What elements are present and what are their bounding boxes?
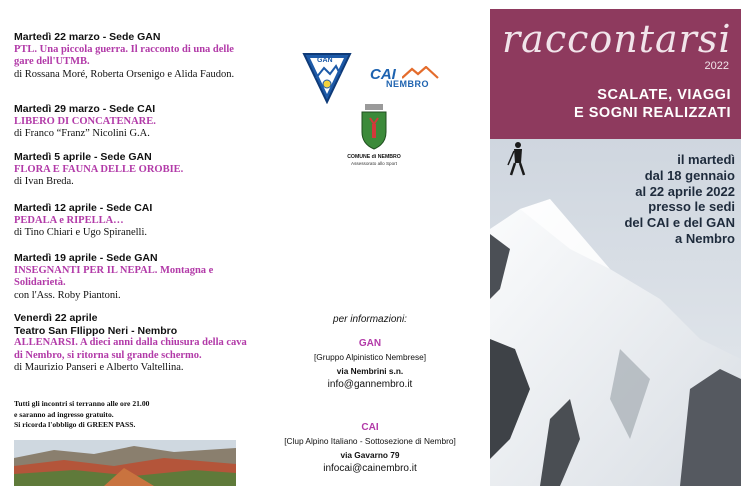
event-2 bbox=[14, 103, 250, 141]
gan-desc: [Gruppo Alpinistico Nembrese] bbox=[313, 352, 427, 362]
event-title: INSEGNANTI PER IL NEPAL. Montagna e Solidarietà. bbox=[14, 264, 214, 288]
gan-logo-text: GAN bbox=[317, 57, 333, 64]
event-4 bbox=[14, 202, 250, 240]
notes bbox=[14, 399, 250, 431]
cai-desc: [Clup Alpino Italiano - Sottosezione di Nembro] bbox=[284, 436, 456, 446]
event-3 bbox=[14, 151, 250, 189]
info-line: al 22 aprile 2022 bbox=[635, 183, 735, 199]
notes-line: Si ricorda l'obbligo di GREEN PASS. bbox=[14, 420, 136, 429]
cai-mountain-icon bbox=[402, 66, 442, 80]
events-column bbox=[0, 0, 250, 486]
event-title: ALLENARSI. A dieci anni dalla chiusura della cava di Nembro, si ritorna sul grande schermo. bbox=[14, 337, 247, 361]
comune-logo bbox=[342, 104, 406, 184]
event-title: PTL. Una piccola guerra. Il racconto di una delle gare dell'UTMB. bbox=[14, 43, 234, 67]
landscape-image bbox=[14, 440, 236, 486]
notes-line: Tutti gli incontri si terranno alle ore 21.00 bbox=[14, 399, 150, 408]
gan-address: via Nembrini s.n. bbox=[336, 366, 404, 376]
landscape-photo bbox=[14, 440, 236, 486]
cai-address: via Gavarno 79 bbox=[340, 450, 400, 460]
cover-column bbox=[490, 0, 741, 486]
title-banner bbox=[490, 9, 741, 139]
tagline-1: SCALATE, VIAGGI bbox=[597, 87, 731, 103]
tagline-2: E SOGNI REALIZZATI bbox=[574, 105, 731, 121]
info-line: del CAI e del GAN bbox=[624, 215, 735, 231]
event-6 bbox=[14, 312, 250, 375]
info-line: il martedì bbox=[677, 152, 735, 167]
event-author: di Maurizio Panseri e Alberto Valtellina. bbox=[14, 362, 184, 373]
info-line: a Nembro bbox=[675, 230, 735, 246]
schedule-info bbox=[624, 152, 735, 247]
event-author: di Ivan Breda. bbox=[14, 176, 74, 187]
cai-logo-sub: NEMBRO bbox=[386, 79, 429, 89]
event-author: di Franco “Franz” Nicolini G.A. bbox=[14, 128, 150, 139]
event-1 bbox=[14, 31, 250, 81]
gan-name: GAN bbox=[358, 338, 382, 349]
event-date: Martedì 5 aprile - Sede GAN bbox=[14, 151, 152, 163]
notes-line: e saranno ad ingresso gratuito. bbox=[14, 409, 114, 419]
contacts-header: per informazioni: bbox=[333, 314, 407, 325]
event-date: Martedì 19 aprile - Sede GAN bbox=[14, 252, 158, 264]
comune-dept: Assessorato allo Sport bbox=[351, 161, 397, 166]
cai-email[interactable]: infocai@cainembro.it bbox=[323, 463, 417, 474]
coat-of-arms-icon bbox=[359, 104, 389, 150]
gan-logo bbox=[302, 50, 352, 104]
cai-logo bbox=[368, 66, 448, 92]
event-author: di Rossana Moré, Roberta Orsenigo e Alida Faudon. bbox=[14, 68, 235, 80]
contacts-column bbox=[250, 0, 490, 486]
event-date: Venerdì 22 aprile bbox=[14, 312, 98, 324]
event-5 bbox=[14, 252, 250, 302]
gan-email[interactable]: info@gannembro.it bbox=[327, 379, 413, 390]
comune-name: COMUNE di NEMBRO bbox=[347, 154, 401, 160]
cai-name: CAI bbox=[361, 422, 379, 433]
event-author: di Tino Chiari e Ugo Spiranelli. bbox=[14, 227, 148, 238]
event-title: LIBERO DI CONCATENARE. bbox=[14, 115, 156, 127]
title-year: 2022 bbox=[704, 60, 729, 72]
info-line: dal 18 gennaio bbox=[644, 167, 735, 183]
event-venue: Teatro San FIlippo Neri - Nembro bbox=[14, 324, 178, 337]
event-author: con l'Ass. Roby Piantoni. bbox=[14, 289, 121, 301]
event-date: Martedì 12 aprile - Sede CAI bbox=[14, 202, 153, 214]
event-title: FLORA E FAUNA DELLE OROBIE. bbox=[14, 163, 184, 175]
script-title: raccontarsi bbox=[502, 17, 732, 61]
cai-logo-text: CAI bbox=[370, 66, 396, 83]
event-date: Martedì 22 marzo - Sede GAN bbox=[14, 31, 161, 43]
info-line: presso le sedi bbox=[648, 199, 735, 215]
event-date: Martedì 29 marzo - Sede CAI bbox=[14, 103, 156, 115]
event-title: PEDALA e RIPELLA… bbox=[14, 214, 124, 226]
